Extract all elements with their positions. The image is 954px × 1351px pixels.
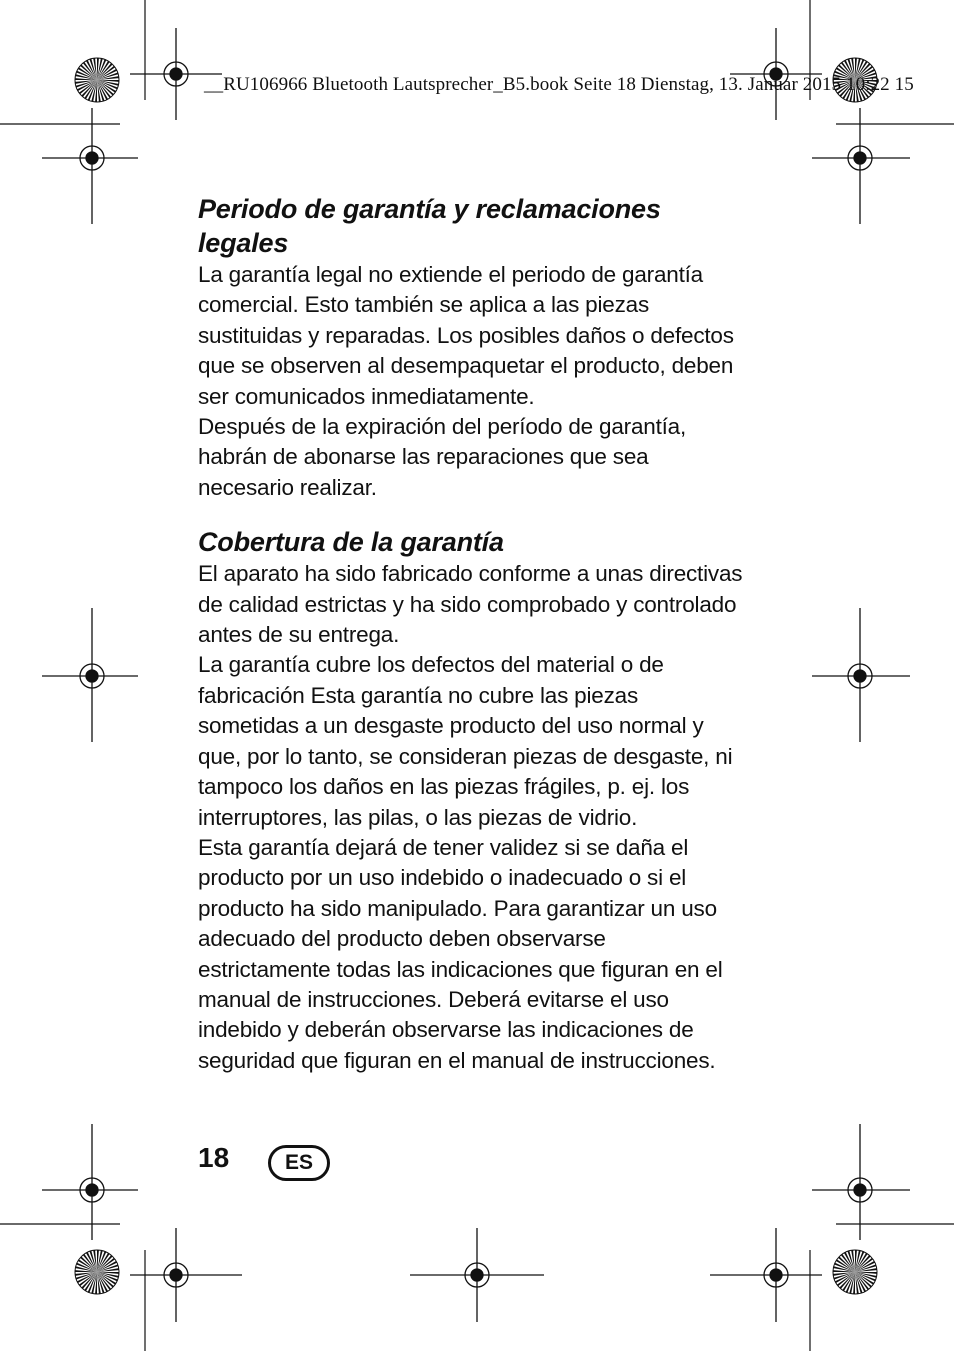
main-content	[198, 192, 743, 1076]
body-paragraph: El aparato ha sido fabricado conforme a unas directivas de calidad estrictas y ha sido comprobado y controlado antes de su entrega.	[198, 561, 743, 648]
registration-mark	[42, 108, 138, 224]
body-paragraph: La garantía legal no extiende el periodo de garantía comercial. Esto también se aplica a las piezas sustituidas y reparadas. Los posibles daños o defectos que se observen al desempaquetar el producto, deben ser comunicados inmediatamente.	[198, 262, 734, 409]
starburst-ray	[97, 58, 99, 80]
starburst-ray	[97, 1272, 119, 1274]
starburst-ray	[855, 1272, 877, 1274]
starburst-ray	[833, 1270, 855, 1272]
section-heading: Cobertura de la garantía	[198, 527, 504, 558]
registration-mark	[812, 1124, 910, 1240]
warranty-coverage-section	[198, 525, 743, 1076]
starburst-target	[833, 1250, 877, 1294]
starburst-ray	[75, 78, 97, 80]
registration-mark	[812, 108, 910, 224]
starburst-target	[75, 1250, 119, 1294]
warranty-period-section	[198, 192, 743, 503]
registration-mark	[710, 1228, 822, 1322]
starburst-ray	[95, 80, 97, 102]
body-paragraph: La garantía cubre los defectos del material o de fabricación Esta garantía no cubre las piezas sometidas a un desgaste producto del uso normal y que, por lo tanto, se consideran piezas de desgaste, ni tampoco los daños en las piezas frágiles, p. ej. los interruptores, las pilas, o las piezas de vidrio.	[198, 652, 733, 830]
starburst-ray	[97, 80, 119, 82]
body-paragraph: Después de la expiración del período de garantía, habrán de abonarse las reparaciones que sea necesario realizar.	[198, 414, 687, 500]
registration-mark	[130, 1228, 242, 1322]
starburst-target	[75, 58, 119, 102]
print-slug-header: __RU106966 Bluetooth Lautsprecher_B5.book Seite 18 Dienstag, 13. Januar 2015 10:22 15	[204, 74, 914, 95]
registration-mark	[42, 608, 138, 742]
starburst-ray	[75, 1270, 97, 1272]
registration-mark	[812, 608, 910, 742]
language-badge: ES	[268, 1145, 330, 1181]
body-paragraph: Esta garantía dejará de tener validez si se daña el producto por un uso indebido o inadecuado o si el producto ha sido manipulado. Para garantizar un uso adecuado del producto deben observarse estrictamente todas las indicaciones que figuran en el manual de instrucciones. Deberá evitarse el uso indebido y deberán observarse las indicaciones de seguridad que figuran en el manual de instrucciones.	[198, 834, 723, 1073]
starburst-ray	[95, 1272, 97, 1294]
starburst-ray	[97, 1250, 99, 1272]
starburst-ray	[853, 1272, 855, 1294]
page-number: 18	[198, 1142, 230, 1173]
registration-mark	[42, 1124, 138, 1240]
registration-mark	[410, 1228, 544, 1322]
starburst-ray	[855, 1250, 857, 1272]
section-heading: Periodo de garantía y reclamaciones legales	[198, 194, 661, 258]
